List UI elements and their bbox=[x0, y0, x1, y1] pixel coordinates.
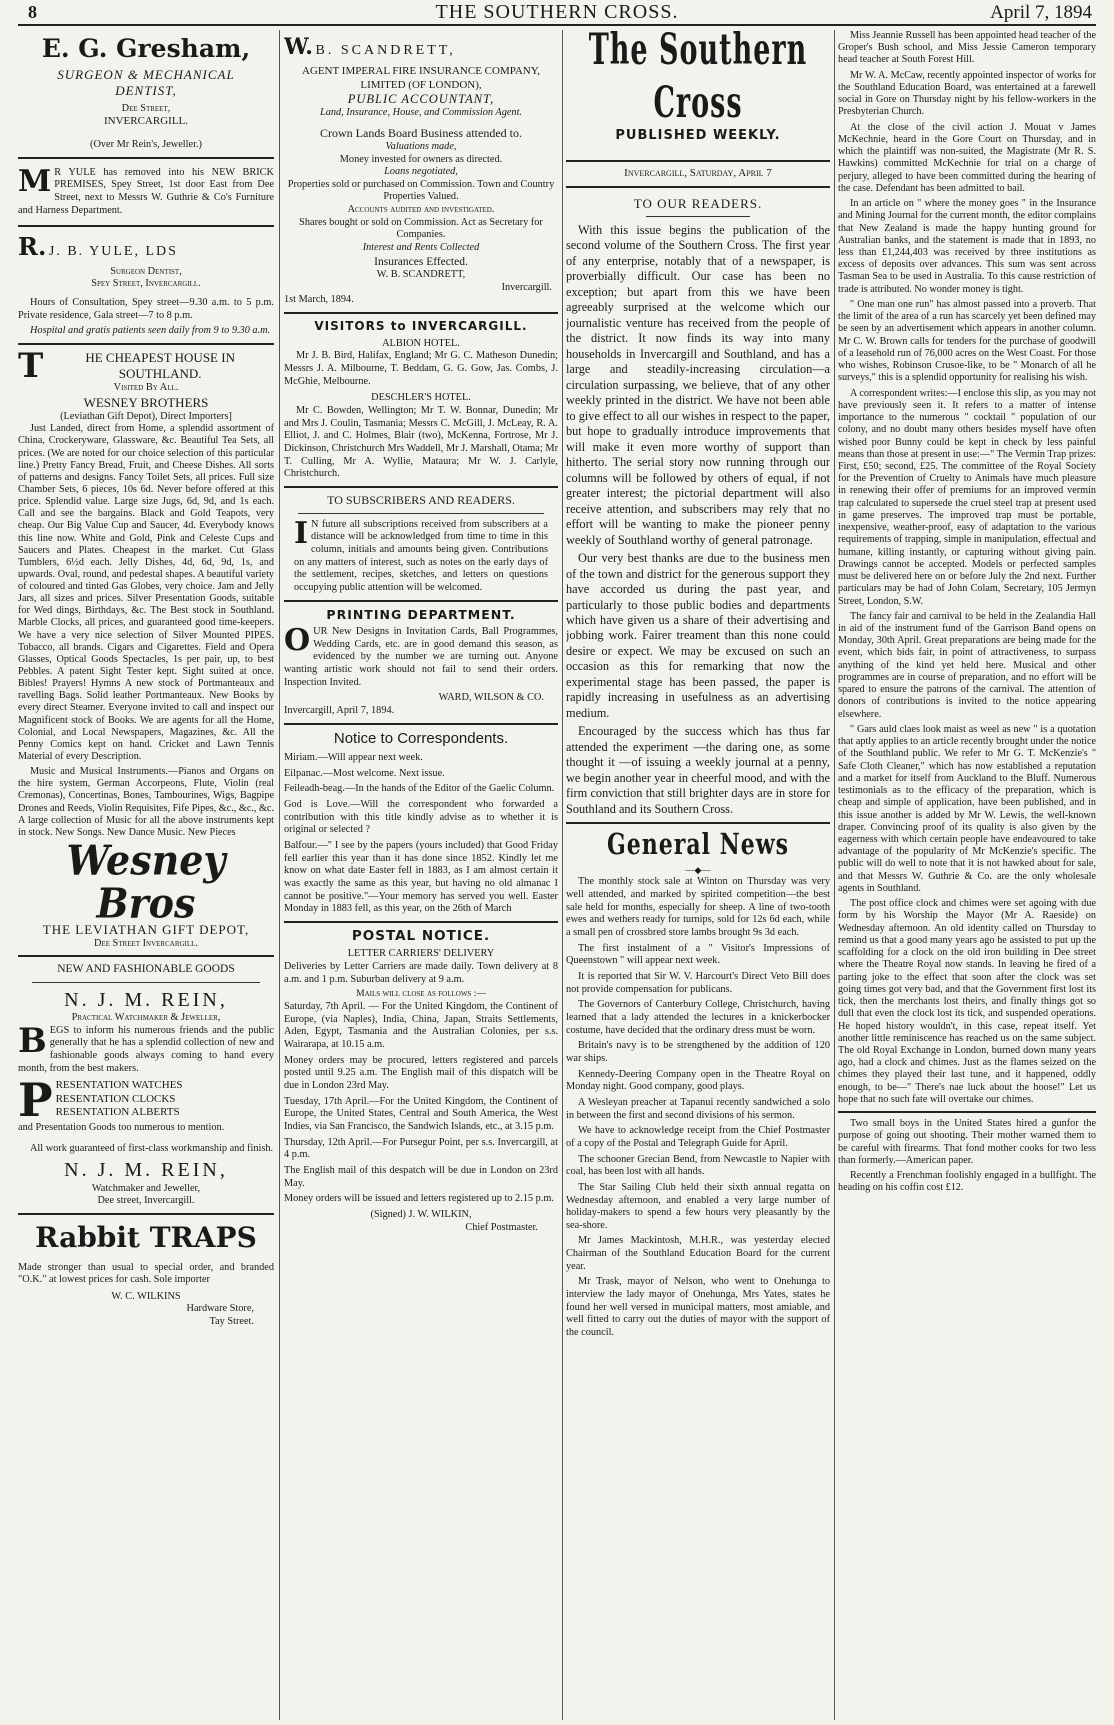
rein-body: EGS to inform his numerous friends and the public generally that he has a splendid collection of new and fashionable goods always coming to hand every month, from the best makers. bbox=[18, 1024, 274, 1074]
postal-line: Tuesday, 17th April.—For the United Kingdom, the Continent of Europe, the United States, Central and South America, the West Indies, via San Francisco, the Sandwich Islands, etc., at 3.15 p.m. bbox=[284, 1095, 558, 1132]
yule-notice bbox=[18, 163, 274, 218]
rein-guarantee: All work guaranteed of first-class workmanship and finish. bbox=[30, 1142, 274, 1154]
gresham-line: SURGEON & MECHANICAL bbox=[57, 66, 235, 82]
divider bbox=[646, 216, 750, 217]
news-item: We have to acknowledge receipt from the Chief Postmaster of a copy of the Postal and Telegraph Guide for April. bbox=[566, 1125, 830, 1149]
column-rule bbox=[279, 30, 280, 1720]
wesney-brothers: WESNEY BROTHERS bbox=[83, 394, 209, 410]
general-news-heading: General News bbox=[606, 828, 790, 863]
yule-line: Surgeon Dentist, bbox=[110, 265, 182, 277]
postal-line: LETTER CARRIERS' DELIVERY bbox=[347, 948, 495, 960]
published-weekly: PUBLISHED WEEKLY. bbox=[615, 128, 781, 144]
drop-cap: B bbox=[18, 1020, 47, 1061]
postal-line: Thursday, 12th April.—For Pursegur Point, per s.s. Invercargill, at 4 p.m. bbox=[284, 1136, 558, 1161]
scandrett-line: PUBLIC ACCOUNTANT, bbox=[347, 92, 495, 107]
hotel-guests: Mr J. B. Bird, Halifax, England; Mr G. C. Matheson Dunedin; Messrs J. A. Milbourne, T. Beddam, G. G. Gow, Jas. Combs, J. McGhie, Melbourne. bbox=[284, 350, 558, 387]
scandrett-line: Properties sold or purchased on Commission. Town and Country Properties Valued. bbox=[287, 178, 555, 203]
scandrett-name: B. SCANDRETT, bbox=[315, 43, 456, 58]
hotel-name: DESCHLER'S HOTEL. bbox=[371, 392, 471, 404]
divider bbox=[18, 225, 274, 227]
gresham-line: (Over Mr Rein's, Jeweller.) bbox=[90, 138, 202, 150]
scandrett-line: Invercargill. bbox=[501, 281, 552, 293]
news-item: Mr W. A. McCaw, recently appointed inspector of works for the Southland Education Board, was entertained at a farewell social in Gore on Thursday night by his fellow-workers in the Presbyterian Church. bbox=[838, 69, 1096, 118]
postal-sig: (Signed) J. W. WILKIN, bbox=[370, 1208, 472, 1220]
divider bbox=[18, 157, 274, 159]
subscribers-section bbox=[284, 493, 558, 595]
gresham-ad bbox=[18, 34, 274, 152]
rein-ad bbox=[18, 962, 274, 1208]
postal-line: Money orders will be issued and letters registered up to 2.15 p.m. bbox=[284, 1193, 554, 1205]
page-header bbox=[18, 0, 1096, 26]
postal-line: Saturday, 7th April. — For the United Kingdom, the Continent of Europe, (via Naples), India, China, Japan, Straits Settlements, Aden, Egypt, Tasmania and the Australian Colonies, per s.s. Wairarapa, at 10.15 a.m. bbox=[284, 1001, 558, 1051]
postal-line: Money orders may be procured, letters registered and parcels posted until 9.25 a.m. The English mail of this dispatch will be due in London 23rd May. bbox=[284, 1054, 558, 1091]
news-item: Miss Jeannie Russell has been appointed head teacher of the Groper's Bush school, and Miss Jessie Cameron temporary head teacher at South Forest Hill. bbox=[838, 30, 1096, 66]
printing-body: UR New Designs in Invitation Cards, Ball Programmes, Wedding Cards, etc. are in good demand this season, as evidenced by the number we are turning out. Anyone wanting artistic work should not fail to send their orders. Inspection Invited. bbox=[284, 625, 558, 688]
subscribers-heading: TO SUBSCRIBERS AND READERS. bbox=[327, 492, 515, 507]
correspondents-section bbox=[284, 730, 558, 916]
drop-cap: O bbox=[284, 622, 311, 658]
rabbit-traps-ad bbox=[18, 1221, 274, 1329]
notice-item: Eilpanac.—Most welcome. Next issue. bbox=[284, 767, 445, 779]
news-item: " One man one run" has almost passed into a proverb. That the limit of the area of a run has scarcely yet been defined may be seen by an advertisement which appears in another column. Mr C. W. Brown calls for tenders for the purchase of goodwill of a leasehold run of 76,000 acres on the West Coast. For those who wishes, Robinson Crusoe-like, to be " Monarch of all he surveys," this is a splendid opportunity for realising his wish. bbox=[838, 298, 1096, 384]
postal-section bbox=[284, 928, 558, 1234]
gresham-line: INVERCARGILL. bbox=[103, 115, 189, 128]
drop-cap: P bbox=[18, 1073, 53, 1128]
column-rule bbox=[562, 30, 563, 1720]
scandrett-line: Interest and Rents Collected bbox=[362, 242, 480, 254]
visitors-heading: VISITORS to INVERCARGILL. bbox=[314, 318, 528, 333]
page-number: 8 bbox=[28, 2, 37, 22]
subscribers-body: N future all subscriptions received from subscribers at a distance will be acknowledged from time to time in this column, initials and amounts being given. Contributions on any matters of interest, such as notes on the early days of the settlement, recipes, sketches, and letters on questions occupying public attention will be welcomed. bbox=[294, 518, 548, 593]
visitors-section bbox=[284, 319, 558, 481]
drop-cap: M bbox=[18, 163, 52, 199]
notice-item: Balfour.—" I see by the papers (yours included) that Good Friday fell earlier this year than it has done since 1852. Kindly let me know on what date Easter fell in 1883, as I am almost certain it was exactly the same as this year, but having no old almanac I cannot be positive."—Your memory has served you well. Easter Monday in 1883 fell, as this year, on the 26th of March bbox=[284, 839, 558, 915]
notice-item: Miriam.—Will appear next week. bbox=[284, 751, 423, 763]
scandrett-line: Insurances Effected. bbox=[374, 255, 468, 268]
divider bbox=[284, 921, 558, 923]
column-rule bbox=[834, 30, 835, 1720]
news-item: Two small boys in the United States hired a gunfor the purpose of going out shooting. Their mother warned them to be careful with firearms. That fond mother cooks for two less than formerly.—American paper. bbox=[838, 1118, 1096, 1166]
rabbit-sig: W. C. WILKINS bbox=[111, 1290, 181, 1302]
yule-dentist-ad bbox=[18, 232, 274, 338]
divider bbox=[838, 1111, 1096, 1113]
wesney-logo-sub: THE LEVIATHAN GIFT DEPOT, bbox=[42, 921, 250, 937]
rein-more: and Presentation Goods too numerous to mention. bbox=[18, 1121, 225, 1133]
news-item: The Governors of Canterbury College, Christchurch, having learned that a lady attended the lectures in a knickerbocker costume, have decided that the ordinary dress must be worn. bbox=[566, 999, 830, 1036]
printing-date: Invercargill, April 7, 1894. bbox=[284, 704, 395, 716]
column-3 bbox=[566, 30, 830, 1720]
column-2 bbox=[284, 30, 558, 1720]
news-item: A correspondent writes:—I enclose this slip, as you may not have previously seen it. It refers to a matter of intense importance to the numerous " cocktail " population of our colony, and no doubt many others besides myself have often wished poor Bunny could be kept in check by less painful means than those at present in use:—" The Vermin Trap prizes: First, £50; second, £25. The committee of the Royal Society for the Prevention of Cruelty to Animals have much pleasure in renewing their offer of premiums for an improved vermin trap calculated to supersede the cruel steel trap at present used in game preserves. The improved trap must be portable, inexpensive, weather-proof, easy of adaptation to the various requirements of trapping, simple in manipulation, effectual and humane, killing instantly, or capturing without giving pain. Drawings cannot be accepted. Models or perfected samples must be delivered here on or before July the 2nd next. Further particulars may be had of John Colam, Secretary, 105 Jermyn Street, London, S.W. bbox=[838, 387, 1096, 607]
divider bbox=[18, 955, 274, 957]
news-item: Mr Trask, mayor of Nelson, who went to Onehunga to interview the lady mayor of Onehunga, Mrs Yates, states he found her well versed in municipal matters, most amiable, and well fitted to carry out the duties of mayor with the support of the council. bbox=[566, 1276, 830, 1339]
divider bbox=[566, 822, 830, 824]
wesney-logo-sub: Dee Street Invercargill. bbox=[93, 937, 199, 949]
news-item: Britain's navy is to be strengthened by the addition of 120 war ships. bbox=[566, 1040, 830, 1064]
yule-text: R YULE has removed into his NEW BRICK PREMISES, Spey Street, 1st door East from Dee Street, next to Messrs W. Guthrie & Co's Furniture and Harness Department. bbox=[18, 166, 274, 216]
readers-para: Encouraged by the success which has thus far attended the experiment —the daring one, as some thought it —of issuing a weekly journal at a penny, we begin another year in cheerful mood, and with the firm conviction that still brighter days are in store for Southland and its Southern Cross. bbox=[566, 724, 830, 816]
yule-heading: J. B. YULE, LDS bbox=[48, 244, 178, 260]
readers-para: With this issue begins the publication of the second volume of the Southern Cross. The first year of any enterprise, notably that of a newspaper, is proverbially difficult. Our case has been no exception; but apart from this we have been agreeably surprised at the welcome which our journalistic venture has received from the people of the district. It now finds its way into many households in Invercargill and Southland, and has a large and steadily-increasing circulation—a circulation surpassing, we believe, that of any other weekly printed in the district. We have not been able to give effect to all our wishes in respect to the paper, but hope to gradually introduce improvements that will make it even more worthy of support than hitherto. The serial story now running through our columns will be followed by others of equal, if not greater interest; the pictorial department will also receive attention, and subscribers may rely that no effort will be wanting to make the pioneer penny weekly of Southland worthy of general patronage. bbox=[566, 222, 830, 547]
scandrett-line: Accounts audited and investigated. bbox=[347, 204, 495, 216]
scandrett-line: 1st March, 1894. bbox=[284, 294, 354, 306]
divider bbox=[284, 600, 558, 602]
wesney-heading: HE CHEAPEST HOUSE IN SOUTHLAND. bbox=[85, 349, 235, 381]
correspondents-heading: Notice to Correspondents. bbox=[333, 729, 509, 747]
divider bbox=[284, 486, 558, 488]
news-item: Recently a Frenchman foolishly engaged in a bullfight. The heading on his coffin cost £12. bbox=[838, 1170, 1096, 1194]
rabbit-body: Made stronger than usual to special order, and branded "O.K." at lowest prices for cash. Sole importer bbox=[18, 1261, 274, 1286]
news-item: In an article on " where the money goes " in the Insurance and Mining Journal for the current month, the editor complains that New Zealand is made the happy hunting ground for Australian banks, and the statement is made that in 1893, no less than £1,244,403 was received by three institutions as excess of deposits over advances. This sum was sent across Tasman Sea to be used in Australia. To this cause restriction of trade is attributed. No wonder money is tight. bbox=[838, 198, 1096, 295]
rein-name: N. J. M. REIN, bbox=[64, 988, 228, 1011]
divider bbox=[566, 160, 830, 162]
hotel-guests: Mr C. Bowden, Wellington; Mr T. W. Bonnar, Dunedin; Mr and Mrs J. Coulin, Tasmania; Messrs C. McGill, J. McLeay, R. A. Elliot, J. and C. Holmes, Blair (two), McKenna, Fortrose, Mr J. Dickinson, Christchurch Mrs Waddell, Mr J. Marshall, Otama; Mr T. Culling, Mr A. Wyllie, Mataura; Mr W. J. Carlyle, Christchurch. bbox=[284, 404, 558, 480]
issue-date: April 7, 1894 bbox=[990, 2, 1092, 23]
masthead: The Southern Cross bbox=[588, 30, 808, 129]
gresham-name: E. G. Gresham, bbox=[41, 34, 251, 63]
rein-top: NEW AND FASHIONABLE GOODS bbox=[57, 963, 235, 976]
divider bbox=[32, 982, 260, 983]
wesney-logo: Wesney Bros bbox=[66, 835, 226, 928]
drop-cap: T bbox=[18, 345, 44, 386]
divider bbox=[284, 312, 558, 314]
scandrett-ad bbox=[284, 34, 558, 307]
news-item: The post office clock and chimes were set agoing with due form by his Worship the Mayor (Mr A. Raeside) on Wednesday afternoon. An old identity called on Thursday to remind us that a good many years ago he assisted to put up the scaffolding for a clock on the old iron building in Dee street where the Theatre Royal now stands. In leaving he fired of a parting joke to the effect that soon after the clock was set going times got very bad, and that the Government first lost its tick, then the merchants lost theirs, and finally things got so dull that even the clock lost its tick, and suspended operations. He hoped history wouldn't, in this case, repeat itself. Yet another little reminiscence has reached us on the same subject. The old Royal Exchange in London, burned down many years ago, had a clock and chimes. Just as the flames seized on the chimes they played their last tune, and it happened, oddly enough, to be—" There's nae luck about the hoose!" Let us hope that no such fate will overtake our chimes. bbox=[838, 898, 1096, 1105]
ornament-icon: —◆— bbox=[685, 865, 711, 876]
printing-sig: WARD, WILSON & CO. bbox=[438, 692, 544, 704]
rein-trade: Practical Watchmaker & Jeweller, bbox=[71, 1012, 221, 1024]
column-4 bbox=[838, 30, 1096, 1720]
gresham-line: DENTIST, bbox=[115, 82, 177, 98]
postal-sig: Chief Postmaster. bbox=[465, 1221, 538, 1233]
rein-sig-line: Watchmaker and Jeweller, bbox=[91, 1182, 201, 1194]
wesney-visited: Visited By All. bbox=[113, 381, 179, 393]
postal-heading: POSTAL NOTICE. bbox=[351, 927, 491, 944]
rabbit-sig-line: Tay Street. bbox=[209, 1316, 254, 1328]
news-item: The Star Sailing Club held their sixth annual regatta on Wednesday afternoon, and enabled a very large number of holiday-makers to spend a few hours very pleasantly by the sea-shore. bbox=[566, 1181, 830, 1231]
news-item: The schooner Grecian Bend, from Newcastle to Napier with coal, has been lost with all hands. bbox=[566, 1153, 830, 1178]
wesney-sub: (Leviathan Gift Depot), Direct Importers] bbox=[60, 410, 232, 422]
rein-presentation: RESENTATION WATCHES bbox=[55, 1079, 183, 1092]
postal-line: Mails will close as follows :— bbox=[356, 989, 486, 1000]
scandrett-line: AGENT IMPERAL FIRE INSURANCE COMPANY, LIMITED (OF LONDON), bbox=[301, 65, 541, 91]
divider bbox=[284, 723, 558, 725]
rein-sig-line: Dee street, Invercargill. bbox=[97, 1195, 195, 1207]
yule-hospital: Hospital and gratis patients seen daily from 9 to 9.30 a.m. bbox=[30, 325, 271, 337]
notice-item: Feileadh-beag.—In the hands of the Editor of the Gaelic Column. bbox=[284, 783, 555, 795]
scandrett-line: Money invested for owners as directed. bbox=[339, 153, 503, 165]
wesney-ad bbox=[18, 345, 274, 950]
divider bbox=[18, 343, 274, 345]
news-item: Mr James Mackintosh, M.H.R., was yesterday elected Chairman of the Southland Education Board for the current year. bbox=[566, 1235, 830, 1272]
news-item: It is reported that Sir W. V. Harcourt's Direct Veto Bill does not provide compensation for publicans. bbox=[566, 971, 830, 995]
wesney-body: Just Landed, direct from Home, a splendid assortment of China, Crockeryware, Glassware, &c. Beautiful Tea Sets, all prices. (We are noted for our choice selection of this particular line.) Pretty Fancy Bread, Fruit, and Cheese Dishes. All sorts of patterns and designs. Fancy Toilet Sets, all prices. Full size Chamber Sets, 6 pieces, 10s 6d. Never before offered at this price. Splendid value. Large size Jugs, 6d, 9d, and 1s each. Call and see the bargains. Black and Gold Teapots, very cheap. Our Big Value Cup and Saucer, 4d. Everybody knows this line now. White and Gold, Pink and Celeste Cups and Saucers and Plates. Cheapest in the market. Cut Glass Tumblers, 6½d each. Jelly Dishes, 4d, 6d, 9d, 1s, and upwards. Oval, round, and pedestal shapes. A beautiful variety of coloured and tinted Gas Globes, very choice. Jam and Jelly Jars, all sizes and prices. Silver Presentation Goods, suitable for Wed dings, Birthdays, &c. The Best stock in Southland. Marble Clocks, all prices, and guaranteed good time-keepers. We have a very nice selection of Silver Mounted PIPES. Tobacco, all brands. Cigars and Cigarettes. Field and Opera Glasses, Optical Goods Spectacles, 1s per pair, up, to best Pebbles. A patent Sight Tester kept. Sight suited at once. Bibles! Prayers! Hymns A new stock of Portmanteaux and ravelling Bags. Solid leather Portmanteaux. New Books by every direct Steamer. Everyone invited to call and inspect our Magnificent stock of Books. We are agents for all the Home, Colonial, and Local Newspapers, Magazines, &c. All the Penny Comics kept on hand. Cricket and Lawn Tennis Material of every Description. bbox=[18, 423, 274, 763]
yule-line: Spey Street, Invercargill. bbox=[91, 278, 201, 290]
news-item: A Wesleyan preacher at Tapanui recently sandwiched a solo in between the first and second divisions of his sermon. bbox=[566, 1096, 830, 1121]
rein-presentation: RESENTATION CLOCKS bbox=[55, 1092, 176, 1105]
wesney-music: Music and Musical Instruments.—Pianos and Organs on the hire system, German Accorpeons, Flute, Violin (real Cremonas), Concertinas, Bones, Tambourines, Wigs, Bagpipe Drones and Reeds, Violin Requisites, Fife Pipes, &c., &c., &c. A large collection of Music for all the above instruments kept in stock. New Songs. New Dance Music. New Pieces bbox=[18, 766, 274, 838]
general-news bbox=[566, 828, 830, 1339]
scandrett-line: Shares bought or sold on Commission. Act as Secretary for Companies. bbox=[299, 216, 543, 241]
readers-para: Our very best thanks are due to the business men of the town and district for the generous support they have accorded us during the past year, and particularly to those public bodies and departments which have given us a share of their advertising and jobbing work. Fairer treament than this none could desire or expect. We may be excused on such an occasion as this for remarking that now the experimental stage has been passed, the paper is rapidly increasing in usefulness as an advertising medium. bbox=[566, 551, 830, 720]
postal-line: Deliveries by Letter Carriers are made daily. Town delivery at 8 a.m. and 1 p.m. Suburban delivery at 9 a.m. bbox=[284, 961, 558, 985]
hotel-name: ALBION HOTEL. bbox=[382, 337, 460, 349]
news-item: At the close of the civil action J. Mouat v James McKechnie, heard in the Gore Court on Thursday, and in which the plaintiff was non-suited, the Magistrate (Mr R. S. Hawkins) committed McKechnie for trial on a charge of perjury, alleged to have been committed during the hearing of the case. Defendant has been admitted to bail. bbox=[838, 121, 1096, 194]
news-item: " Gars auld claes look maist as weel as new " is a quotation that aptly applies to an article recently brought under the notice of the Southland public. We refer to Mr G. T. McKenzie's " Safe Cloth Cleaner," which has now established a reputation and a market for itself from Auckland to the Bluff. Numerous testimonials as to the efficacy of the preparation, which is cheap and simple of application, have been published, and in this issue another is added by Mr W. Lewis, the well-known draper. Convincing proof of its quality is also given by the eagerness with which certain people have endeavoured to take advantage of the popularity of Mr McKenzie's specific. The public will do well to note that it is not hawked about for sale, and that Messrs W. Guthrie & Co. are the only wholesale agents in Southland. bbox=[838, 723, 1096, 894]
drop-cap: I bbox=[294, 515, 309, 551]
to-our-readers bbox=[566, 196, 830, 817]
news-item: Kennedy-Deering Company open in the Theatre Royal on Monday night. Good company, good plays. bbox=[566, 1068, 830, 1093]
scandrett-line: Loans negotiated, bbox=[384, 166, 458, 178]
scandrett-line: Land, Insurance, House, and Commission Agent. bbox=[319, 107, 523, 119]
gresham-line: Dee Street, bbox=[121, 102, 171, 114]
printing-heading: PRINTING DEPARTMENT. bbox=[326, 606, 516, 622]
news-item: The first instalment of a " Visitor's Impressions of Queenstown " will appear next week. bbox=[566, 942, 830, 967]
yule-hours: Hours of Consultation, Spey street—9.30 a.m. to 5 p.m. Private residence, Gala street—7 to 8 p.m. bbox=[18, 297, 274, 321]
news-item: The monthly stock sale at Winton on Thursday was very well attended, and marked by spirited competition—the best sale held for months, especially for sheep. A line of two-tooth ewes and wethers ready for turnips, sold for 12s 6d each, while a small pen of crossbred store lambs brought 9s 3d each. bbox=[566, 876, 830, 939]
scandrett-line: W. B. SCANDRETT, bbox=[376, 268, 466, 280]
scandrett-line: Valuations made, bbox=[385, 140, 457, 152]
dateline: Invercargill, Saturday, April 7 bbox=[624, 167, 772, 180]
column-1 bbox=[18, 30, 274, 1720]
divider bbox=[18, 1213, 274, 1215]
rein-presentation: RESENTATION ALBERTS bbox=[55, 1106, 180, 1119]
news-item: The fancy fair and carnival to be held in the Zealandia Hall in aid of the instrument fund of the Garrison Band opens on Monday, 30th April. Great preparations are being made for the event, which bids fair, in point of attractiveness, to surpass anything of the kind yet held here. Musical and other programmes are in course of preparation, and no effort will be spared to ensure the patrons of the carnival. The attention of donors of contributions is invited to the notice appearing elsewhere. bbox=[838, 610, 1096, 720]
postal-line: The English mail of this despatch will be due in London on 23rd May. bbox=[284, 1164, 558, 1189]
drop-cap: W. bbox=[284, 34, 313, 60]
rabbit-heading: Rabbit TRAPS bbox=[35, 1221, 257, 1255]
rein-signature: N. J. M. REIN, bbox=[64, 1159, 228, 1182]
notice-item: God is Love.—Will the correspondent who forwarded a contribution with this title kindly advise as to whether it is original or selected ? bbox=[284, 798, 558, 836]
readers-heading: TO OUR READERS. bbox=[633, 195, 763, 211]
rabbit-sig-line: Hardware Store, bbox=[186, 1303, 254, 1315]
divider bbox=[566, 186, 830, 188]
drop-cap: R. bbox=[18, 232, 47, 262]
scandrett-line: Crown Lands Board Business attended to. bbox=[320, 126, 522, 141]
divider bbox=[298, 513, 544, 514]
printing-section bbox=[284, 607, 558, 718]
newspaper-title: THE SOUTHERN CROSS. bbox=[435, 1, 679, 23]
